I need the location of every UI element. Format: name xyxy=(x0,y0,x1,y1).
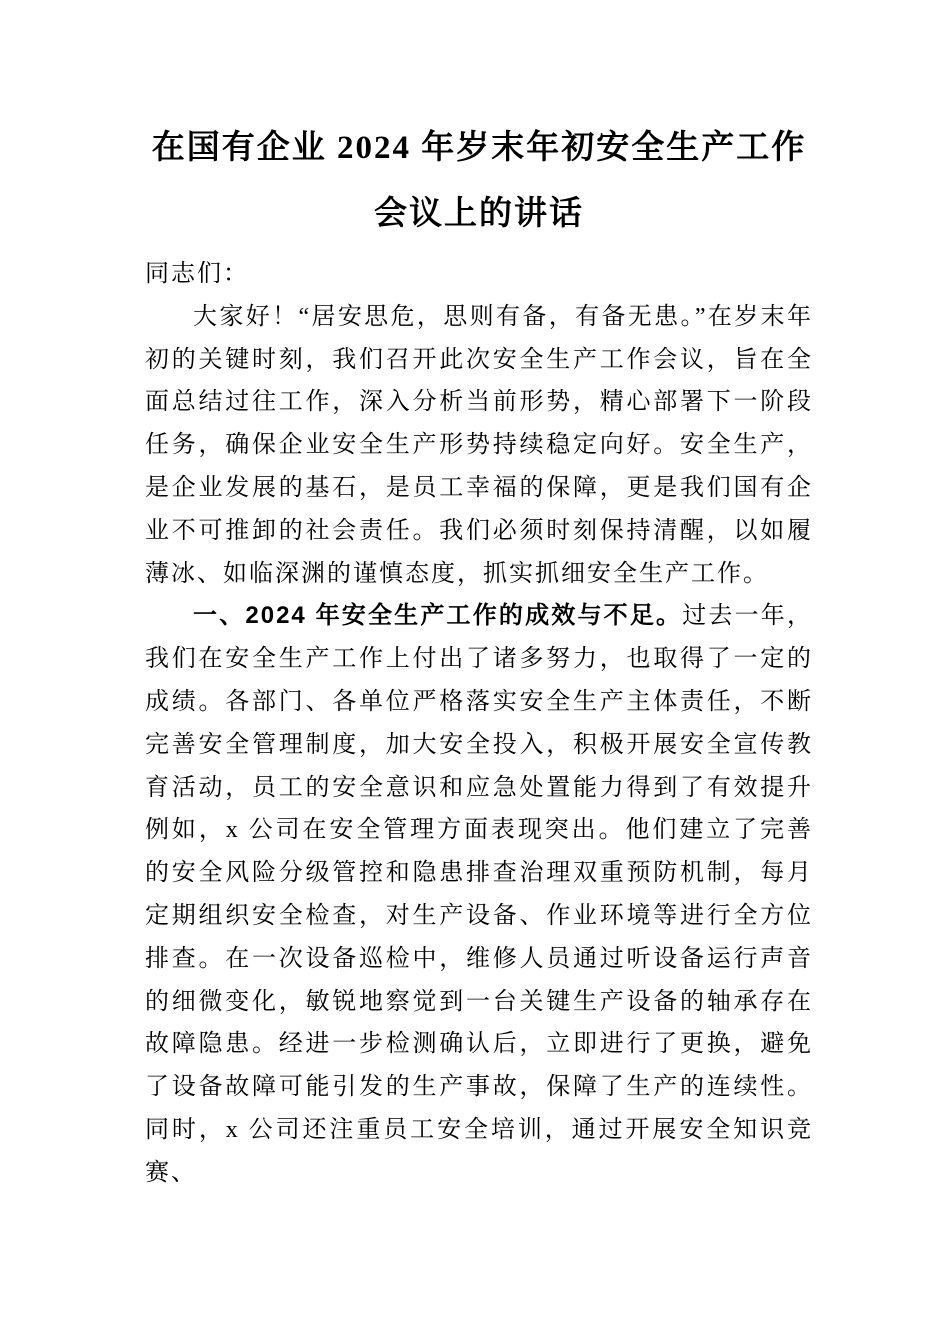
document-title-line-1: 在国有企业 2024 年岁末年初安全生产工作 xyxy=(151,130,807,166)
document-title xyxy=(145,115,813,247)
salutation: 同志们： xyxy=(145,261,249,287)
document-title-line-2: 会议上的讲话 xyxy=(374,196,584,232)
paragraph-section-1 xyxy=(145,595,813,1194)
paragraph-opening-text-run: 大家好！“居安思危，思则有备，有备无患。”在岁末年初的关键时刻，我们召开此次安全生产工作会议，旨在全面总结过往工作，深入分析当前形势，精心部署下一阶段任务，确保企业安全生产形势持续稳定向好。安全生产，是企业发展的基石，是员工幸福的保障，更是我们国有企业不可推卸的社会责任。我们必须时刻保持清醒，以如履薄冰、如临深渊的谨慎态度，抓实抓细安全生产工作。 xyxy=(145,303,813,587)
document-body xyxy=(145,253,813,1195)
section-1-text-run: 过去一年，我们在安全生产工作上付出了诸多努力，也取得了一定的成绩。各部门、各单位严格落实安全生产主体责任，不断完善安全管理制度，加大安全投入，积极开展安全宣传教育活动，员工的安全意识和应急处置能力得到了有效提升例如，x 公司在安全管理方面表现突出。他们建立了完善的安全风险分级管控和隐患排查治理双重预防机制，每月定期组织安全检查，对生产设备、作业环境等进行全方位排查。在一次设备巡检中，维修人员通过听设备运行声音的细微变化，敏锐地察觉到一台关键生产设备的轴承存在故障隐患。经进一步检测确认后，立即进行了更换，避免了设备故障可能引发的生产事故，保障了生产的连续性。同时，x 公司还注重员工安全培训，通过开展安全知识竞赛、 xyxy=(145,603,813,1186)
section-1-heading-run: 一、2024 年安全生产工作的成效与不足。 xyxy=(193,602,683,630)
paragraph-opening xyxy=(145,296,813,596)
